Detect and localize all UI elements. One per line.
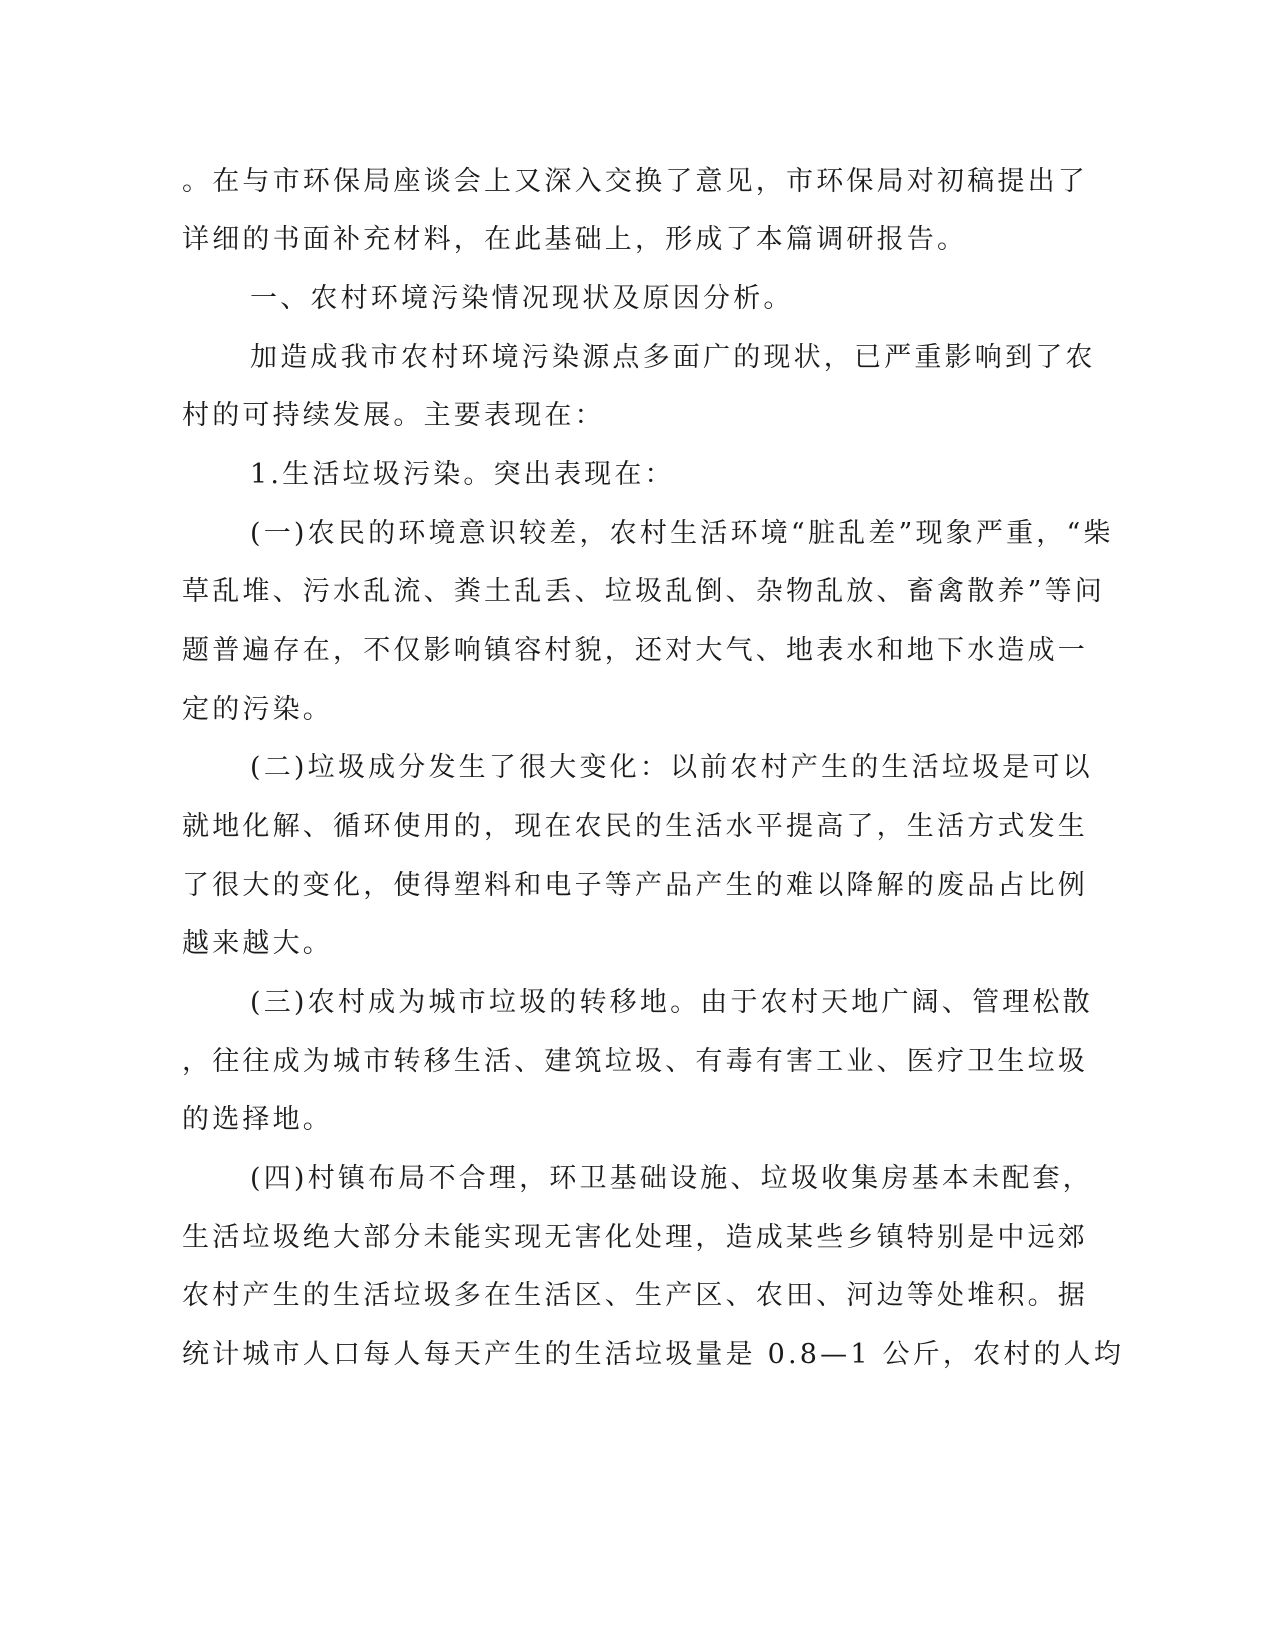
text-line: 的选择地。 xyxy=(182,1104,333,1135)
text-line: (一)农民的环境意识较差，农村生活环境“脏乱差”现象严重，“柴 xyxy=(250,518,1114,549)
text-line: ，往往成为城市转移生活、建筑垃圾、有毒有害工业、医疗卫生垃圾 xyxy=(182,1046,1088,1077)
text-line: (四)村镇布局不合理，环卫基础设施、垃圾收集房基本未配套， xyxy=(250,1163,1093,1194)
text-line: 。在与市环保局座谈会上又深入交换了意见，市环保局对初稿提出了 xyxy=(182,166,1088,197)
text-line: 村的可持续发展。主要表现在： xyxy=(182,400,605,431)
text-line: 加造成我市农村环境污染源点多面广的现状，已严重影响到了农 xyxy=(250,342,1096,373)
text-line: 统计城市人口每人每天产生的生活垃圾量是 0.8—1 公斤，农村的人均 xyxy=(182,1339,1125,1370)
text-line: (三)农村成为城市垃圾的转移地。由于农村天地广阔、管理松散 xyxy=(250,987,1093,1018)
text-line: 草乱堆、污水乱流、粪土乱丢、垃圾乱倒、杂物乱放、畜禽散养”等问 xyxy=(182,576,1106,607)
text-line: 详细的书面补充材料，在此基础上，形成了本篇调研报告。 xyxy=(182,224,968,255)
text-line: 题普遍存在，不仅影响镇容村貌，还对大气、地表水和地下水造成一 xyxy=(182,635,1088,666)
text-line: 生活垃圾绝大部分未能实现无害化处理，造成某些乡镇特别是中远郊 xyxy=(182,1222,1088,1253)
text-line: 农村产生的生活垃圾多在生活区、生产区、农田、河边等处堆积。据 xyxy=(182,1280,1088,1311)
subsection-heading: 1.生活垃圾污染。突出表现在： xyxy=(250,459,675,490)
text-line: 定的污染。 xyxy=(182,694,333,725)
section-heading: 一、农村环境污染情况现状及原因分析。 xyxy=(250,283,794,314)
text-line: 了很大的变化，使得塑料和电子等产品产生的难以降解的废品占比例 xyxy=(182,870,1088,901)
text-line: (二)垃圾成分发生了很大变化：以前农村产生的生活垃圾是可以 xyxy=(250,752,1093,783)
text-line: 就地化解、循环使用的，现在农民的生活水平提高了，生活方式发生 xyxy=(182,811,1088,842)
text-line: 越来越大。 xyxy=(182,928,333,959)
